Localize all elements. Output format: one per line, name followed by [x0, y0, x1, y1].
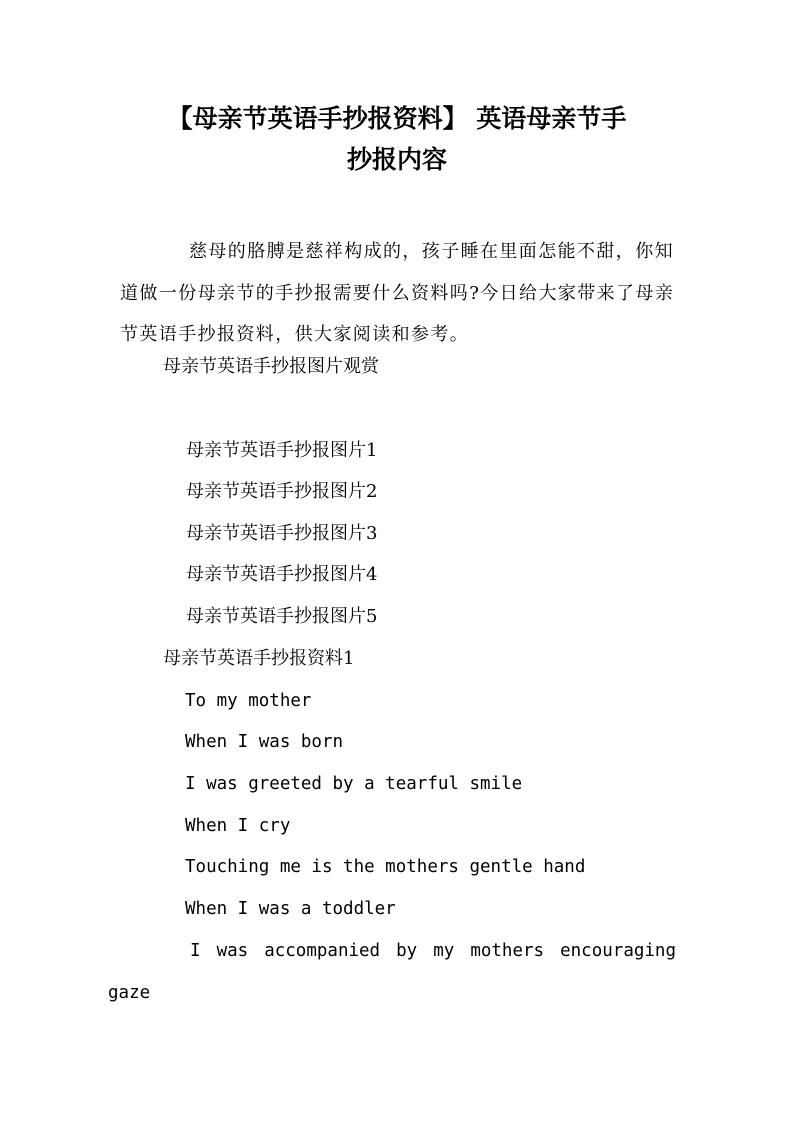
poem-line: When I was born: [185, 732, 344, 752]
title-line-1: 【母亲节英语手抄报资料】 英语母亲节手: [167, 104, 627, 133]
poem-line: To my mother: [185, 691, 312, 711]
picture-item: 母亲节英语手抄报图片4: [186, 564, 378, 585]
poem-line-continuation: gaze: [108, 983, 151, 1003]
poem-line: When I was a toddler: [185, 899, 396, 919]
picture-item: 母亲节英语手抄报图片2: [186, 481, 378, 502]
section-heading-material: 母亲节英语手抄报资料1: [163, 648, 355, 669]
poem-line: I was greeted by a tearful smile: [185, 774, 523, 794]
picture-item: 母亲节英语手抄报图片5: [186, 606, 378, 627]
picture-item: 母亲节英语手抄报图片3: [186, 523, 378, 544]
section-heading-pictures: 母亲节英语手抄报图片观赏: [163, 356, 379, 377]
document-title: [100, 98, 694, 180]
intro-paragraph: 慈母的胳膊是慈祥构成的，孩子睡在里面怎能不甜，你知道做一份母亲节的手抄报需要什么资料吗?今日给大家带来了母亲节英语手抄报资料，供大家阅读和参考。: [120, 241, 675, 345]
picture-item: 母亲节英语手抄报图片1: [186, 440, 378, 461]
poem-line: When I cry: [185, 816, 291, 836]
poem-line-justified: I was accompanied by my mothers encouraging: [190, 941, 676, 961]
title-line-2: 抄报内容: [346, 145, 447, 174]
poem-line: Touching me is the mothers gentle hand: [185, 857, 586, 877]
